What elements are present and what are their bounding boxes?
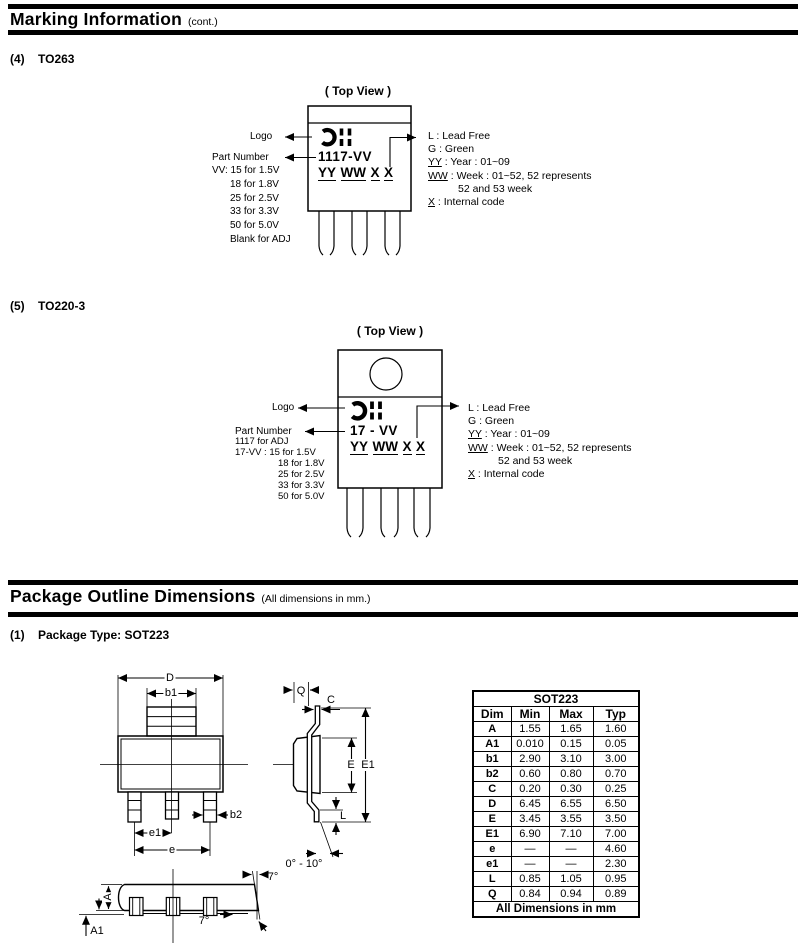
table-cell: e1 — [473, 857, 511, 872]
table-cell: Q — [473, 887, 511, 902]
marking-header — [10, 9, 218, 30]
table-cell: 1.05 — [549, 872, 593, 887]
legend-key: YY — [468, 428, 482, 441]
to263-part-marking: 1117-VV — [318, 149, 372, 164]
marking-code-token: YY — [318, 165, 337, 180]
voltage-option: 33 for 3.3V — [230, 206, 279, 218]
table-cell: — — [549, 842, 593, 857]
table-cell: 6.90 — [511, 827, 549, 842]
centerlines — [100, 690, 296, 856]
legend-text: : Year : 01~09 — [441, 156, 510, 169]
table-cell: — — [549, 857, 593, 872]
legend-line — [468, 415, 632, 428]
legend-line — [468, 442, 632, 455]
table-cell: 0.89 — [593, 887, 639, 902]
marking-code-token: X — [370, 165, 380, 180]
table-row — [473, 767, 639, 782]
legend-line — [468, 402, 632, 415]
legend-key: X — [468, 468, 476, 481]
marking-code-token: X — [402, 439, 412, 454]
col-header-min: Min — [511, 707, 549, 722]
to220-top-view-label: ( Top View ) — [356, 324, 424, 338]
voltage-option: 33 for 3.3V — [278, 479, 325, 491]
section-to220-name: TO220-3 — [38, 299, 86, 313]
to220-legend — [468, 402, 632, 481]
to263-part-number-label: Part Number — [212, 152, 269, 163]
dim-label-e: e — [168, 844, 176, 856]
dim-label-angle-bottom: 7° — [198, 915, 210, 927]
table-cell: 0.15 — [549, 737, 593, 752]
table-cell: 0.84 — [511, 887, 549, 902]
dim-label-E: E — [347, 759, 355, 771]
legend-text: : Year : 01~09 — [481, 428, 550, 441]
table-row — [473, 737, 639, 752]
table-row — [473, 752, 639, 767]
col-header-dim: Dim — [473, 707, 511, 722]
legend-text: G : Green — [468, 415, 515, 428]
table-cell: E — [473, 812, 511, 827]
marking-code-token: X — [384, 165, 394, 180]
to220-part-number-label: Part Number — [235, 426, 292, 437]
table-cell: 6.55 — [549, 797, 593, 812]
table-cell: 0.95 — [593, 872, 639, 887]
sot223-side-view — [284, 682, 371, 857]
legend-text: G : Green — [428, 143, 475, 156]
table-cell: 0.85 — [511, 872, 549, 887]
dim-label-C: C — [327, 694, 335, 706]
voltage-option: 50 for 5.0V — [278, 490, 325, 502]
table-cell: e — [473, 842, 511, 857]
table-cell: 0.60 — [511, 767, 549, 782]
to263-date-code — [318, 165, 398, 181]
table-cell: 3.10 — [549, 752, 593, 767]
outline-header-suffix: (All dimensions in mm.) — [261, 593, 371, 605]
dim-label-angle-range: 0° - 10° — [285, 858, 323, 870]
legend-line — [468, 455, 632, 468]
voltage-option: 25 for 2.5V — [278, 468, 325, 480]
table-cell: C — [473, 782, 511, 797]
table-cell: L — [473, 872, 511, 887]
legend-line — [428, 183, 592, 196]
table-cell: 3.45 — [511, 812, 549, 827]
voltage-option: 50 for 5.0V — [230, 220, 279, 232]
marking-code-token: WW — [340, 165, 366, 180]
section-sot223-name: Package Type: SOT223 — [38, 628, 170, 642]
table-cell: A1 — [473, 737, 511, 752]
legend-text: : Internal code — [435, 196, 505, 209]
legend-text: 52 and 53 week — [498, 454, 573, 467]
table-row — [473, 872, 639, 887]
dim-label-e1: e1 — [148, 827, 162, 839]
marking-code-token: WW — [372, 439, 398, 454]
legend-text: : Internal code — [475, 468, 545, 481]
legend-text: L : Lead Free — [428, 130, 491, 142]
col-header-typ: Typ — [593, 707, 639, 722]
to220-voltage-list — [235, 437, 324, 502]
legend-text: : Week : 01~52, 52 represents — [447, 169, 592, 182]
table-footer-row — [473, 902, 639, 918]
table-cell: E1 — [473, 827, 511, 842]
section-sot223-index: (1) — [10, 628, 25, 642]
legend-line — [428, 170, 592, 183]
dii-logo-icon — [323, 129, 350, 147]
dim-label-angle-top: 7° — [267, 871, 279, 883]
to263-legend — [428, 130, 592, 209]
table-row — [473, 857, 639, 872]
table-cell: 3.55 — [549, 812, 593, 827]
table-cell: 0.25 — [593, 782, 639, 797]
legend-line — [428, 143, 592, 156]
table-row — [473, 797, 639, 812]
legend-key: X — [428, 196, 436, 209]
to220-leads — [347, 488, 430, 537]
legend-line — [428, 130, 592, 143]
voltage-option: 17-VV : 15 for 1.5V — [235, 446, 316, 458]
to263-leads — [319, 211, 400, 255]
dii-logo-icon — [352, 402, 380, 420]
table-cell: A — [473, 722, 511, 737]
table-cell: 3.00 — [593, 752, 639, 767]
legend-line — [428, 196, 592, 209]
table-cell: b2 — [473, 767, 511, 782]
table-cell: 3.50 — [593, 812, 639, 827]
table-title-row — [473, 691, 639, 707]
legend-line — [468, 428, 632, 441]
table-cell: 0.80 — [549, 767, 593, 782]
to263-voltage-list — [212, 164, 291, 247]
table-cell: — — [511, 857, 549, 872]
voltage-option: Blank for ADJ — [230, 233, 291, 245]
sot223-dimensions-table — [472, 690, 640, 918]
table-cell: 1.65 — [549, 722, 593, 737]
table-cell: 6.50 — [593, 797, 639, 812]
legend-key: WW — [428, 169, 448, 182]
to220-part-marking: 17 - VV — [350, 423, 398, 438]
legend-line — [468, 468, 632, 481]
table-cell: D — [473, 797, 511, 812]
sot223-bottom-view — [79, 869, 266, 943]
table-cell: — — [511, 842, 549, 857]
table-title: SOT223 — [473, 691, 639, 707]
table-footer: All Dimensions in mm — [473, 902, 639, 918]
legend-text: L : Lead Free — [468, 402, 531, 414]
table-cell: 1.60 — [593, 722, 639, 737]
legend-line — [428, 156, 592, 169]
dim-label-b2: b2 — [229, 809, 243, 821]
voltage-option: VV: 15 for 1.5V — [212, 165, 280, 176]
table-cell: 0.010 — [511, 737, 549, 752]
dim-label-A1: A1 — [90, 925, 104, 937]
dim-label-b1: b1 — [164, 687, 178, 699]
dim-label-E1: E1 — [361, 759, 375, 771]
to263-logo-label: Logo — [250, 131, 273, 142]
dim-label-L: L — [339, 810, 347, 822]
marking-header-title: Marking Information — [10, 9, 182, 29]
section-to220-index: (5) — [10, 299, 25, 313]
legend-text: : Week : 01~52, 52 represents — [487, 441, 632, 454]
table-row — [473, 782, 639, 797]
table-row — [473, 722, 639, 737]
section-to263-index: (4) — [10, 52, 25, 66]
marking-code-token: YY — [350, 439, 369, 454]
marking-header-suffix: (cont.) — [188, 16, 218, 28]
table-cell: 0.30 — [549, 782, 593, 797]
voltage-option: 1117 for ADJ — [235, 436, 289, 447]
mounting-hole — [370, 358, 402, 390]
marking-code-token: X — [416, 439, 426, 454]
legend-key: YY — [428, 156, 442, 169]
table-cell: 2.90 — [511, 752, 549, 767]
sot223-front-leads — [128, 792, 217, 822]
voltage-option: 18 for 1.8V — [230, 178, 279, 190]
table-cell: 0.94 — [549, 887, 593, 902]
outline-header — [10, 586, 371, 607]
table-row — [473, 812, 639, 827]
table-cell: 2.30 — [593, 857, 639, 872]
to220-logo-label: Logo — [272, 402, 295, 413]
col-header-max: Max — [549, 707, 593, 722]
voltage-option: 25 for 2.5V — [230, 192, 279, 204]
dim-label-A: A — [102, 893, 114, 901]
legend-text: 52 and 53 week — [458, 182, 533, 195]
table-cell: 0.70 — [593, 767, 639, 782]
table-header-row — [473, 707, 639, 722]
table-cell: 6.45 — [511, 797, 549, 812]
table-cell: b1 — [473, 752, 511, 767]
to220-date-code — [350, 439, 430, 455]
voltage-option: 18 for 1.8V — [278, 457, 325, 469]
table-row — [473, 887, 639, 902]
table-cell: 7.00 — [593, 827, 639, 842]
to263-top-view-label: ( Top View ) — [324, 84, 392, 98]
dim-label-Q: Q — [296, 685, 306, 697]
table-row — [473, 827, 639, 842]
outline-header-title: Package Outline Dimensions — [10, 586, 256, 606]
table-cell: 0.20 — [511, 782, 549, 797]
table-cell: 0.05 — [593, 737, 639, 752]
table-cell: 7.10 — [549, 827, 593, 842]
table-cell: 1.55 — [511, 722, 549, 737]
table-row — [473, 842, 639, 857]
section-to263-name: TO263 — [38, 52, 75, 66]
legend-key: WW — [468, 441, 488, 454]
dim-label-D: D — [166, 672, 174, 684]
sot223-front-view — [100, 675, 296, 856]
table-cell: 4.60 — [593, 842, 639, 857]
